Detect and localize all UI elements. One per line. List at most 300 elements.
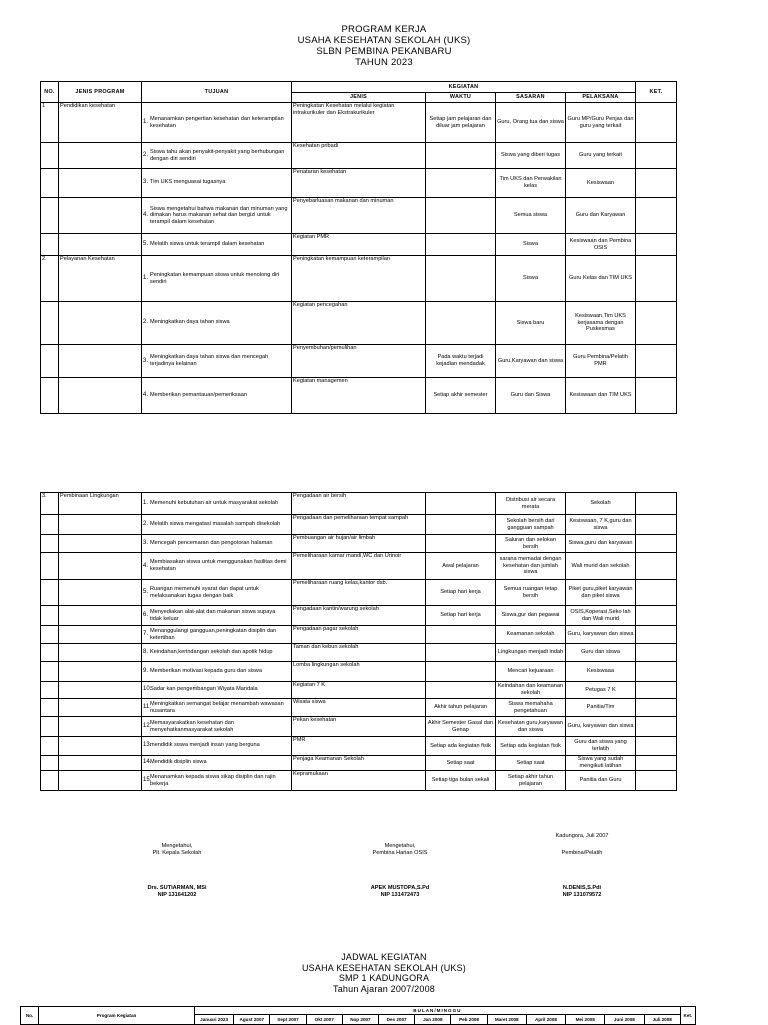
sched-month-header: Sept 2007: [270, 1015, 306, 1025]
cell-tujuan: [142, 682, 292, 699]
cell-sasaran: Setiap akhir tahun pelajaran: [496, 771, 566, 791]
cell-waktu: [426, 535, 496, 553]
cell-ket: [636, 103, 677, 143]
cell-jenis-program: Pendidikan kesehatan: [59, 103, 142, 143]
title-line-2: USAHA KESEHATAN SEKOLAH (UKS): [297, 35, 471, 46]
col-sasaran: SASARAN: [496, 93, 566, 103]
table-row: [41, 302, 677, 345]
cell-pelaksana: Guru dan siswa yang terlatih: [566, 737, 636, 756]
tujuan-text: Menanggulangi gangguan,peningkatan disiplin dan ketertiban: [150, 627, 277, 641]
cell-sasaran: Lingkungan menjadi indah: [496, 644, 566, 662]
sched-month-header: Januari 2023: [194, 1015, 233, 1025]
cell-ket: [636, 198, 677, 234]
table-row: [41, 493, 677, 515]
cell-pelaksana: Siswa yang sudah mengikuti latihan: [566, 756, 636, 771]
cell-no: [41, 535, 59, 553]
tujuan-text: Meningkatkan daya tahan siswa dan mencegah terjadinya kelainan: [150, 354, 269, 367]
cell-ket: [636, 234, 677, 256]
col-jenis-program: JENIS PROGRAM: [59, 82, 142, 103]
cell-no: [41, 378, 59, 414]
cell-jenis: PMR: [292, 737, 426, 756]
schedule-line-4: Tahun Ajaran 2007/2008: [333, 983, 435, 994]
col-no: NO.: [41, 82, 59, 103]
cell-tujuan: [142, 626, 292, 644]
tujuan-number: 5.: [143, 589, 149, 596]
place-date: Kadungora, Juli 2007: [555, 833, 609, 839]
col-kegiatan: KEGIATAN: [292, 82, 636, 93]
cell-waktu: Setiap saat: [426, 756, 496, 771]
cell-jenis-program: [59, 644, 142, 662]
cell-tujuan: [142, 737, 292, 756]
cell-waktu: [426, 644, 496, 662]
col-tujuan: TUJUAN: [142, 82, 292, 103]
col-ket: KET.: [636, 82, 677, 103]
tujuan-number: 9.: [143, 667, 149, 674]
cell-ket: [636, 535, 677, 553]
cell-jenis-program: [59, 717, 142, 737]
table-row: [41, 256, 677, 302]
cell-no: [41, 302, 59, 345]
cell-ket: [636, 682, 677, 699]
right-name: N.DENIS,S.Pdi: [562, 885, 602, 891]
cell-waktu: Setiap ada kegiatan fisik: [426, 737, 496, 756]
tujuan-number: 12.: [143, 723, 152, 730]
cell-jenis: Pekan kesehatan: [292, 717, 426, 737]
cell-jenis-program: [59, 169, 142, 198]
table-row: [41, 169, 677, 198]
cell-ket: [636, 580, 677, 606]
table-row: [41, 737, 677, 756]
tujuan-number: 1.: [143, 275, 149, 282]
cell-jenis: Pengadaan pagar sekolah: [292, 626, 426, 644]
cell-sasaran: Sekolah bersih dari gangguan sampah: [496, 515, 566, 535]
col-jenis: JENIS: [292, 93, 426, 103]
cell-ket: [636, 644, 677, 662]
tujuan-number: 4.: [143, 391, 149, 398]
cell-sasaran: Siswa baru: [496, 302, 566, 345]
cell-jenis: Kepramukaan: [292, 771, 426, 791]
cell-jenis-program: [59, 699, 142, 717]
cell-tujuan: [142, 580, 292, 606]
cell-sasaran: Setiap saat: [496, 756, 566, 771]
cell-jenis-program: [59, 302, 142, 345]
cell-ket: [636, 606, 677, 626]
cell-ket: [636, 345, 677, 378]
cell-jenis-program: [59, 580, 142, 606]
cell-sasaran: Tim UKS dan Perwakilan kelas: [496, 169, 566, 198]
table-row: [41, 771, 677, 791]
cell-no: [41, 756, 59, 771]
cell-ket: [636, 699, 677, 717]
cell-jenis: Penyembuhan/pemulihan: [292, 345, 426, 378]
left-title-1: Mengetahui,: [161, 843, 193, 849]
table-row: [41, 234, 677, 256]
cell-no: [41, 198, 59, 234]
tujuan-text: Peningkatan kemampuan siswa untuk menolong diri sendiri: [150, 271, 280, 285]
table-row: [41, 553, 677, 580]
cell-pelaksana: Guru Pembina/Pelatih PMR: [566, 345, 636, 378]
cell-sasaran: Guru, Orang tua dan siswa: [496, 103, 566, 143]
cell-jenis-program: [59, 234, 142, 256]
cell-no: 3.: [41, 493, 59, 515]
cell-sasaran: Guru,Karyawan dan siswa: [496, 345, 566, 378]
sched-col-no: No.: [21, 1007, 39, 1025]
tujuan-number: 3.: [143, 539, 149, 546]
tujuan-text: Sadar kan pengembangan Wiyata Mandala: [150, 686, 258, 693]
cell-waktu: Setiap hari kerja: [426, 580, 496, 606]
cell-pelaksana: Petugas 7 K: [566, 682, 636, 699]
cell-jenis-program: [59, 626, 142, 644]
cell-jenis: Kegiatan managemen: [292, 378, 426, 414]
sched-col-group: BULAN/MINGGU: [194, 1007, 680, 1015]
cell-ket: [636, 756, 677, 771]
title-line-3: SLBN PEMBINA PEKANBARU: [316, 46, 452, 57]
cell-jenis: Penyebarluasan makanan dan minuman: [292, 198, 426, 234]
cell-sasaran: Distribusi air secara merata: [496, 493, 566, 515]
cell-jenis-program: [59, 737, 142, 756]
cell-jenis: Pengadaan air bersih: [292, 493, 426, 515]
cell-no: [41, 771, 59, 791]
sched-col-ket: Ket.: [680, 1007, 695, 1025]
left-nip: NIP 131641202: [157, 892, 197, 898]
tujuan-text: Melatih siswa untuk terampil dalam kesehatan: [150, 240, 265, 247]
table-row: [41, 717, 677, 737]
schedule-line-1: JADWAL KEGIATAN: [341, 952, 427, 962]
cell-ket: [636, 256, 677, 302]
cell-jenis: Lomba lingkungan sekolah: [292, 662, 426, 682]
schedule-line-3: SMP 1 KADUNGORA: [338, 973, 430, 983]
cell-no: 2.: [41, 256, 59, 302]
cell-pelaksana: Kesiswaan: [566, 169, 636, 198]
cell-tujuan: [142, 198, 292, 234]
cell-jenis: Taman dan kebun sekolah: [292, 644, 426, 662]
cell-ket: [636, 626, 677, 644]
sched-month-header: Mei 2008: [566, 1015, 605, 1025]
title-line-4: TAHUN 2023: [355, 57, 413, 68]
tujuan-text: Memenuhi kebutuhan air untuk masyarakat sekolah: [150, 499, 279, 506]
cell-ket: [636, 717, 677, 737]
cell-waktu: [426, 169, 496, 198]
cell-waktu: Pada waktu terjadi kejadian mendadak: [426, 345, 496, 378]
cell-jenis-program: [59, 378, 142, 414]
mid-title-1: Mengetahui,: [384, 843, 416, 849]
cell-waktu: [426, 198, 496, 234]
cell-sasaran: Saluran dan selokan bersih: [496, 535, 566, 553]
col-pelaksana: PELAKSANA: [566, 93, 636, 103]
table-row: [41, 580, 677, 606]
cell-jenis: Kegiatan 7 K: [292, 682, 426, 699]
cell-jenis-program: [59, 143, 142, 169]
cell-no: [41, 580, 59, 606]
tujuan-number: 11.: [143, 704, 151, 711]
cell-waktu: [426, 662, 496, 682]
sched-month-header: April 2008: [526, 1015, 565, 1025]
cell-waktu: [426, 234, 496, 256]
cell-pelaksana: Kesiswaan,Tim UKS kerjasama dengan Puskesmas: [566, 302, 636, 345]
cell-pelaksana: Guru, karyawan dan siswa: [566, 717, 636, 737]
cell-no: [41, 169, 59, 198]
cell-pelaksana: Panitia dan Guru: [566, 771, 636, 791]
right-nip: NIP 131079572: [562, 892, 602, 898]
cell-tujuan: [142, 644, 292, 662]
cell-tujuan: [142, 535, 292, 553]
cell-tujuan: [142, 553, 292, 580]
tujuan-number: 3.: [143, 357, 149, 364]
cell-pelaksana: Wali murid dan sekolah: [566, 553, 636, 580]
mid-nip: NIP 131472473: [380, 892, 420, 898]
table-row: [41, 515, 677, 535]
cell-jenis-program: [59, 535, 142, 553]
cell-sasaran: Guru dan Siswa: [496, 378, 566, 414]
cell-sasaran: Semua siswa: [496, 198, 566, 234]
cell-pelaksana: Guru Kelas dan TIM UKS: [566, 256, 636, 302]
tujuan-number: 6.: [143, 612, 149, 619]
tujuan-number: 1.: [143, 499, 149, 506]
program-table-1: [40, 81, 677, 414]
cell-ket: [636, 169, 677, 198]
tujuan-number: 15.: [143, 777, 152, 784]
cell-jenis: Pengadaan dan pemeliharaan tempat sampah: [292, 515, 426, 535]
cell-no: [41, 345, 59, 378]
sched-month-header: Agust 2007: [234, 1015, 270, 1025]
sched-month-header: Juli 2008: [644, 1015, 680, 1025]
cell-no: [41, 644, 59, 662]
cell-jenis-program: [59, 662, 142, 682]
cell-waktu: Setiap hari kerja: [426, 606, 496, 626]
table-row: [41, 644, 677, 662]
title-line-1: PROGRAM KERJA: [341, 24, 427, 35]
cell-waktu: Setiap akhir semester: [426, 378, 496, 414]
cell-jenis-program: [59, 606, 142, 626]
tujuan-text: Meningkatkan daya tahan siswa: [150, 319, 230, 326]
cell-jenis-program: Pelayanan Kesehatan: [59, 256, 142, 302]
cell-tujuan: [142, 103, 292, 143]
cell-waktu: [426, 682, 496, 699]
signature-middle: [335, 843, 465, 899]
table-row: [41, 682, 677, 699]
cell-waktu: [426, 493, 496, 515]
cell-jenis: Pemeliharaan ruang kelas,kantor dsb.: [292, 580, 426, 606]
sched-month-header: Jan 2008: [415, 1015, 451, 1025]
cell-jenis: Kesehatan pribadi: [292, 143, 426, 169]
tujuan-text: Memberikan motivasi kepada guru dan siswa: [150, 667, 262, 674]
sched-month-header: Okt 2007: [306, 1015, 342, 1025]
cell-ket: [636, 553, 677, 580]
table-row: [41, 626, 677, 644]
tujuan-text: Membiasakan siswa untuk menggunakan fasilitas demi kesehatan: [150, 559, 287, 572]
tujuan-number: 14.: [143, 759, 152, 766]
cell-jenis-program: [59, 756, 142, 771]
tujuan-number: 13.: [143, 742, 152, 749]
cell-ket: [636, 662, 677, 682]
tujuan-number: 4.: [143, 212, 149, 219]
cell-tujuan: [142, 756, 292, 771]
cell-sasaran: Setiap ada kegiatan fisik: [496, 737, 566, 756]
cell-no: [41, 699, 59, 717]
cell-pelaksana: Kesiswaan, 7 K,guru dan siswa: [566, 515, 636, 535]
tujuan-number: 3.: [143, 179, 149, 186]
cell-pelaksana: OSIS,Koperasi,Seko lah dan Wali murid: [566, 606, 636, 626]
sched-month-header: Nop 2007: [342, 1015, 378, 1025]
cell-waktu: [426, 256, 496, 302]
mid-name: APEK MUSTOPA,S.Pd: [370, 885, 430, 891]
tujuan-number: 10.: [143, 686, 152, 693]
cell-jenis-program: [59, 345, 142, 378]
tujuan-text: Tim UKS menguasai tugasnya: [150, 179, 226, 186]
cell-sasaran: Keindahan dan keamanan sekolah: [496, 682, 566, 699]
cell-jenis: Peningkatan Kesehatan melalui kegiatan intrakurikuler dan Ekstrakurikuler: [292, 103, 426, 143]
cell-jenis: Pembuangan air hujan/air limbah: [292, 535, 426, 553]
tujuan-text: Meningkatkan semangat belajar menambah wawasan nusantara: [150, 700, 284, 714]
document-title: [0, 24, 768, 68]
cell-sasaran: Siswa,gur dan pegawai: [496, 606, 566, 626]
cell-sasaran: Semua ruangan tetap bersih: [496, 580, 566, 606]
cell-tujuan: [142, 169, 292, 198]
table-row: [41, 606, 677, 626]
cell-jenis-program: [59, 682, 142, 699]
tujuan-text: Keindahan,kerindangan sekolah dan apotik hidup: [150, 648, 273, 655]
tujuan-number: 2.: [143, 319, 149, 326]
cell-sasaran: sarana memadai dengan kesehatan dan jumlah siswa: [496, 553, 566, 580]
cell-no: [41, 515, 59, 535]
tujuan-text: Menanamkan pengertian kesehatan dan keterampilan kesehatan: [150, 115, 284, 129]
cell-tujuan: [142, 606, 292, 626]
cell-waktu: Akhir Semester Gasal dan Genap: [426, 717, 496, 737]
cell-waktu: [426, 143, 496, 169]
table-row: [41, 143, 677, 169]
cell-pelaksana: Guru dan Karyawan: [566, 198, 636, 234]
schedule-title: [0, 952, 768, 994]
cell-pelaksana: Piket guru,piket karyawan dan piket siswa: [566, 580, 636, 606]
tujuan-text: Siswa mengetahui bahwa makanan dan minuman yang dimakan harus makanan sehat dan bergizi untuk terampil dalam kesehatan: [150, 205, 288, 225]
table-row: [41, 103, 677, 143]
cell-no: [41, 143, 59, 169]
cell-ket: [636, 493, 677, 515]
cell-tujuan: [142, 699, 292, 717]
table-row: [41, 662, 677, 682]
cell-jenis: Pemeliharaan kamar mandi,WC dan Urinoir: [292, 553, 426, 580]
tujuan-number: 5.: [143, 240, 149, 247]
schedule-table: [20, 1006, 696, 1025]
cell-pelaksana: Guru, karyawan dan siswa: [566, 626, 636, 644]
cell-waktu: Setiap jam pelajaran dan diluar jam pelajaran: [426, 103, 496, 143]
tujuan-number: 8.: [143, 648, 149, 655]
cell-tujuan: [142, 378, 292, 414]
cell-pelaksana: Guru yang terkait: [566, 143, 636, 169]
mid-title-2: Pembina Harian OSIS: [372, 850, 428, 856]
sched-month-header: Juni 2008: [605, 1015, 644, 1025]
cell-sasaran: Siswa: [496, 234, 566, 256]
cell-no: [41, 234, 59, 256]
cell-tujuan: [142, 771, 292, 791]
cell-no: [41, 626, 59, 644]
signature-left: [112, 843, 242, 899]
cell-waktu: Akhir tahun pelajaran: [426, 699, 496, 717]
cell-jenis: Pengadaan kantin/warung sekolah: [292, 606, 426, 626]
tujuan-number: 7.: [143, 631, 149, 638]
tujuan-text: Siswa tahu akan penyakit-penyakit yang berhubungan dengan diri sendiri: [150, 148, 285, 162]
tujuan-text: Mendidik disiplin siswa: [150, 759, 207, 766]
cell-ket: [636, 515, 677, 535]
cell-pelaksana: Siswa,guru dan karyawan: [566, 535, 636, 553]
tujuan-text: Mencegah pencemaran dan pengotoran halaman: [150, 539, 273, 546]
cell-jenis-program: [59, 198, 142, 234]
left-name: Drs. SUTIARMAN, MSi: [147, 885, 207, 891]
cell-pelaksana: Panitia/Tim: [566, 699, 636, 717]
cell-waktu: [426, 515, 496, 535]
tujuan-text: Melatih siswa mengatasi masalah sampah disekolah: [150, 520, 281, 527]
cell-pelaksana: Kesiswaaa: [566, 662, 636, 682]
cell-sasaran: Kesehatan guru,karyawan dan siswa: [496, 717, 566, 737]
cell-ket: [636, 771, 677, 791]
tujuan-number: 4.: [143, 562, 149, 569]
cell-no: 1: [41, 103, 59, 143]
cell-jenis-program: [59, 553, 142, 580]
col-waktu: WAKTU: [426, 93, 496, 103]
table-row: [41, 378, 677, 414]
cell-ket: [636, 143, 677, 169]
cell-ket: [636, 378, 677, 414]
cell-no: [41, 662, 59, 682]
cell-ket: [636, 302, 677, 345]
left-title-2: Plt. Kepala Sekolah: [152, 850, 202, 856]
cell-waktu: Setiap tiga bulan sekali: [426, 771, 496, 791]
cell-tujuan: [142, 143, 292, 169]
cell-tujuan: [142, 493, 292, 515]
cell-no: [41, 606, 59, 626]
cell-no: [41, 737, 59, 756]
tujuan-number: 1.: [143, 119, 149, 126]
tujuan-number: 2.: [143, 520, 149, 527]
tujuan-text: Ruangan memenuhi syarat dan dapat untuk melaksanakan tugas dengan baik: [150, 585, 259, 599]
right-title: Pembina/Pelatih: [561, 850, 603, 856]
tujuan-text: Memasyarakatkan kesehatan dan menyehatkanmasyarakat sekolah: [150, 719, 234, 733]
tujuan-text: mendidik siswa menjadi insan yang berguna: [150, 742, 260, 749]
cell-jenis: Kegiatan pencegahan: [292, 302, 426, 345]
cell-tujuan: [142, 717, 292, 737]
cell-sasaran: Siswa: [496, 256, 566, 302]
cell-tujuan: [142, 234, 292, 256]
cell-no: [41, 553, 59, 580]
signature-right: [522, 850, 642, 899]
tujuan-text: Menyediakan alat-alat dan makanan siswa supaya tidak keluar: [150, 608, 276, 622]
cell-ket: [636, 737, 677, 756]
cell-jenis: Penataran kesehatan: [292, 169, 426, 198]
cell-jenis-program: [59, 515, 142, 535]
cell-jenis-program: Pembinaan Lingkungan: [59, 493, 142, 515]
sched-month-header: Maret 2008: [487, 1015, 526, 1025]
sched-col-program: Program Kegiatan: [39, 1007, 195, 1025]
tujuan-text: Menanamkan kepada siswa sikap disiplin dan rajin bekerja: [150, 773, 276, 787]
table-row: [41, 345, 677, 378]
cell-pelaksana: Sekolah: [566, 493, 636, 515]
table-row: [41, 535, 677, 553]
tujuan-number: 2.: [143, 152, 149, 159]
cell-pelaksana: Kesiswaan dan Pembina OSIS: [566, 234, 636, 256]
cell-waktu: Awal pelajaran: [426, 553, 496, 580]
cell-tujuan: [142, 515, 292, 535]
cell-sasaran: Siswa yang diberi tugas: [496, 143, 566, 169]
cell-tujuan: [142, 256, 292, 302]
cell-pelaksana: Kesiswaan dan TIM UKS: [566, 378, 636, 414]
program-table-2: [40, 492, 677, 791]
cell-no: [41, 717, 59, 737]
cell-no: [41, 682, 59, 699]
cell-jenis: Wisata siswa: [292, 699, 426, 717]
cell-jenis-program: [59, 771, 142, 791]
sched-month-header: Peb 2008: [451, 1015, 487, 1025]
cell-pelaksana: Guru MP/Guru Penjas dan guru yang terkait: [566, 103, 636, 143]
